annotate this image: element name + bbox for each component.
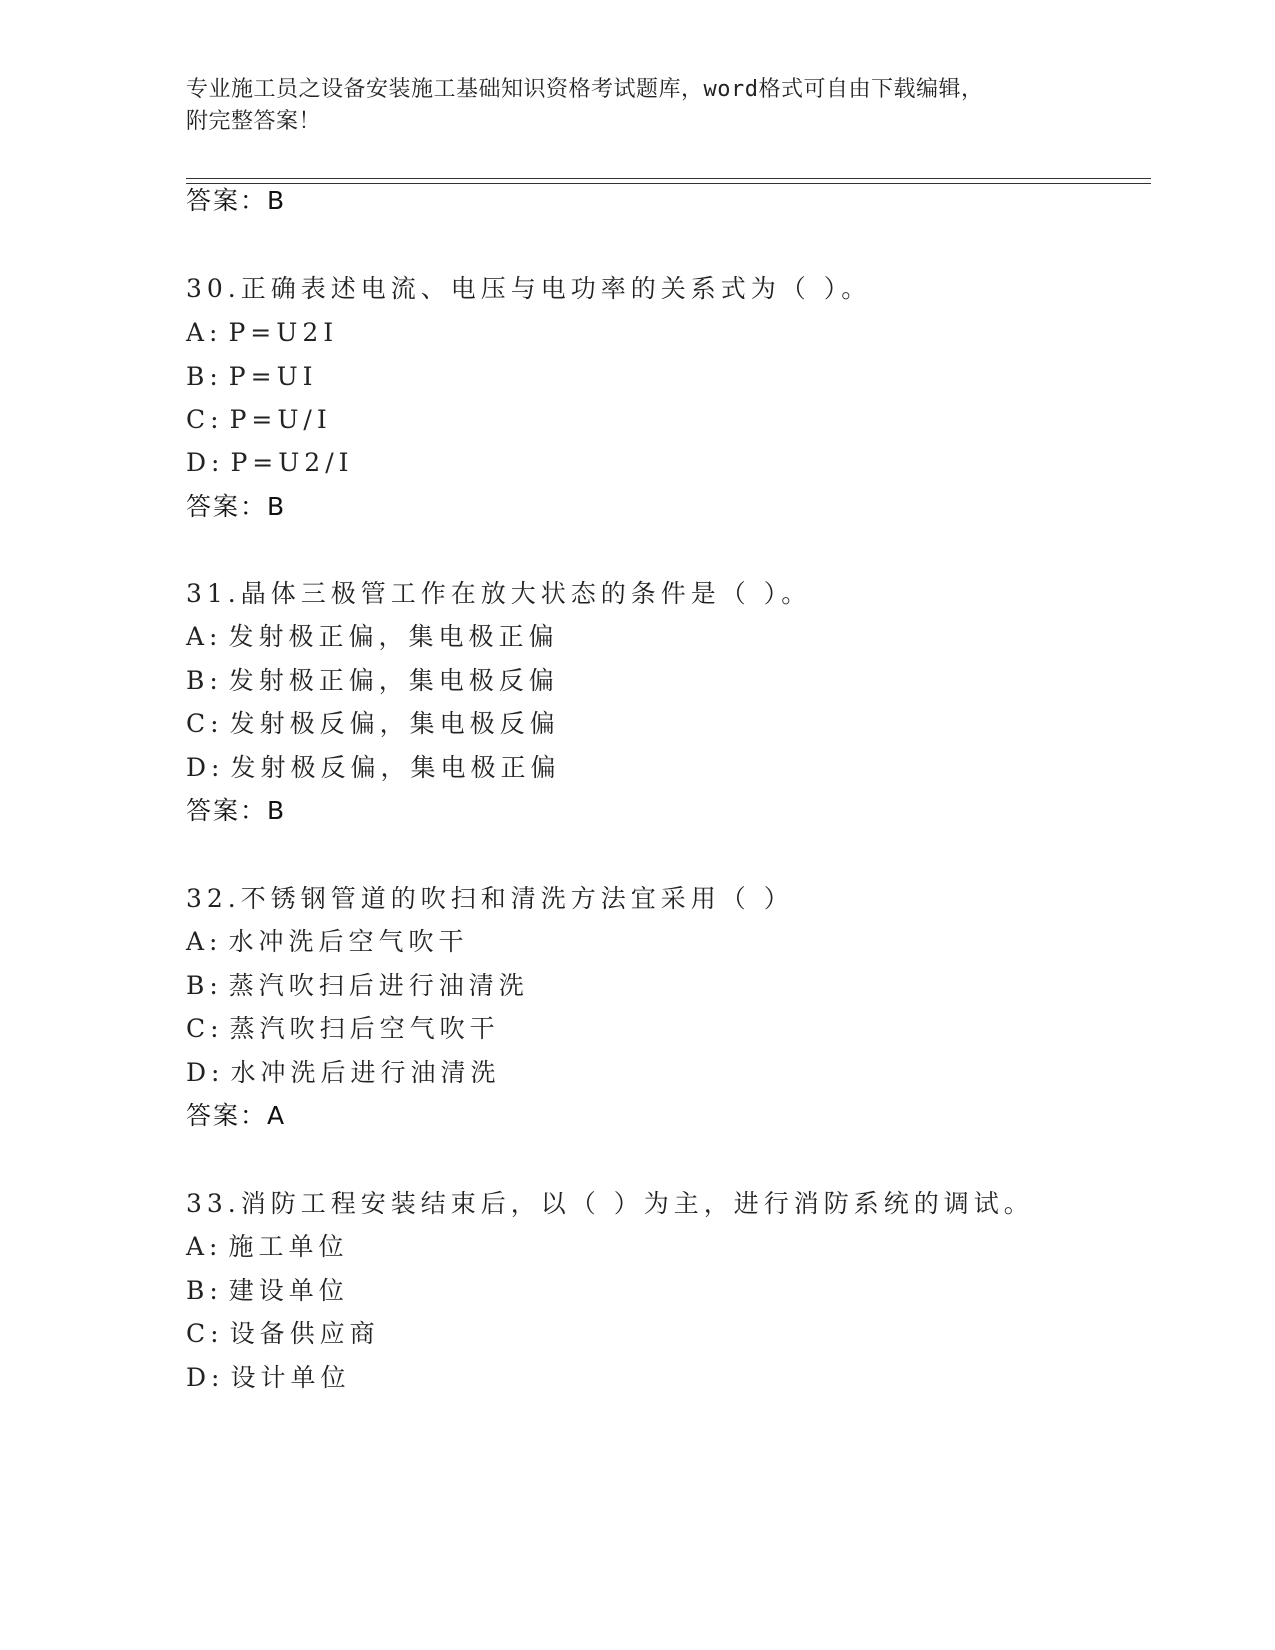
question-32-option-a — [186, 927, 469, 957]
option-text: 施工单位 — [228, 1232, 349, 1261]
option-text: 蒸汽吹扫后进行油清洗 — [228, 971, 529, 1000]
option-letter: A: — [186, 1232, 223, 1261]
option-text: 发射极正偏，集电极反偏 — [228, 666, 559, 695]
question-33-option-c — [186, 1319, 380, 1349]
option-letter: D: — [186, 1058, 225, 1087]
option-text: 水冲洗后空气吹干 — [228, 927, 469, 956]
option-letter: B: — [186, 971, 223, 1000]
question-33-option-d — [186, 1363, 350, 1393]
header-line-2: 附完整答案！ — [186, 109, 322, 134]
question-31-option-b — [186, 666, 559, 696]
question-31-option-c — [186, 709, 560, 739]
option-letter: A: — [186, 622, 223, 651]
question-33-option-a — [186, 1232, 349, 1262]
question-31-option-d — [186, 753, 560, 783]
header-divider-top — [186, 178, 1151, 179]
header-line-1: 专业施工员之设备安装施工基础知识资格考试题库，word格式可自由下载编辑， — [186, 77, 984, 102]
question-30-answer: 答案：B — [186, 492, 287, 521]
option-letter: A: — [186, 318, 223, 347]
question-32-option-b — [186, 971, 529, 1001]
question-30-option-b — [186, 362, 318, 392]
question-30-option-d — [186, 448, 354, 478]
option-text: 发射极反偏，集电极反偏 — [229, 709, 560, 738]
option-text: 发射极正偏，集电极正偏 — [228, 622, 559, 651]
page-header — [186, 74, 1066, 138]
option-text: 水冲洗后进行油清洗 — [230, 1058, 501, 1087]
question-32-option-d — [186, 1058, 500, 1088]
option-letter: C: — [186, 709, 224, 738]
question-31-option-a — [186, 622, 559, 652]
option-text: P=U/I — [229, 405, 332, 434]
question-30-option-a — [186, 318, 338, 348]
option-letter: D: — [186, 1363, 225, 1392]
option-text: P=U2I — [228, 318, 339, 347]
question-33-option-b — [186, 1276, 349, 1306]
question-31-answer: 答案：B — [186, 796, 287, 825]
option-text: P=U2/I — [230, 448, 354, 477]
question-33-stem: 33.消防工程安装结束后，以（ ）为主，进行消防系统的调试。 — [186, 1189, 1034, 1218]
option-letter: B: — [186, 1276, 223, 1305]
question-30-option-c — [186, 405, 332, 435]
question-31-stem: 31.晶体三极管工作在放大状态的条件是（ ）。 — [186, 579, 812, 608]
option-letter: C: — [186, 1319, 224, 1348]
option-letter: C: — [186, 1014, 224, 1043]
question-32-answer: 答案：A — [186, 1101, 287, 1130]
option-text: 蒸汽吹扫后空气吹干 — [229, 1014, 500, 1043]
option-text: 发射极反偏，集电极正偏 — [230, 753, 561, 782]
header-divider-bottom — [186, 183, 1151, 184]
option-letter: D: — [186, 448, 225, 477]
option-letter: C: — [186, 405, 224, 434]
question-32-stem: 32.不锈钢管道的吹扫和清洗方法宜采用（ ） — [186, 884, 794, 913]
option-text: 设计单位 — [230, 1363, 351, 1392]
option-text: P=UI — [228, 362, 318, 391]
option-letter: B: — [186, 666, 223, 695]
question-30-stem: 30.正确表述电流、电压与电功率的关系式为（ ）。 — [186, 274, 872, 303]
option-text: 建设单位 — [228, 1276, 349, 1305]
option-text: 设备供应商 — [229, 1319, 380, 1348]
option-letter: A: — [186, 927, 223, 956]
answer-29: 答案：B — [186, 186, 287, 215]
option-letter: D: — [186, 753, 225, 782]
option-letter: B: — [186, 362, 223, 391]
question-32-option-c — [186, 1014, 500, 1044]
